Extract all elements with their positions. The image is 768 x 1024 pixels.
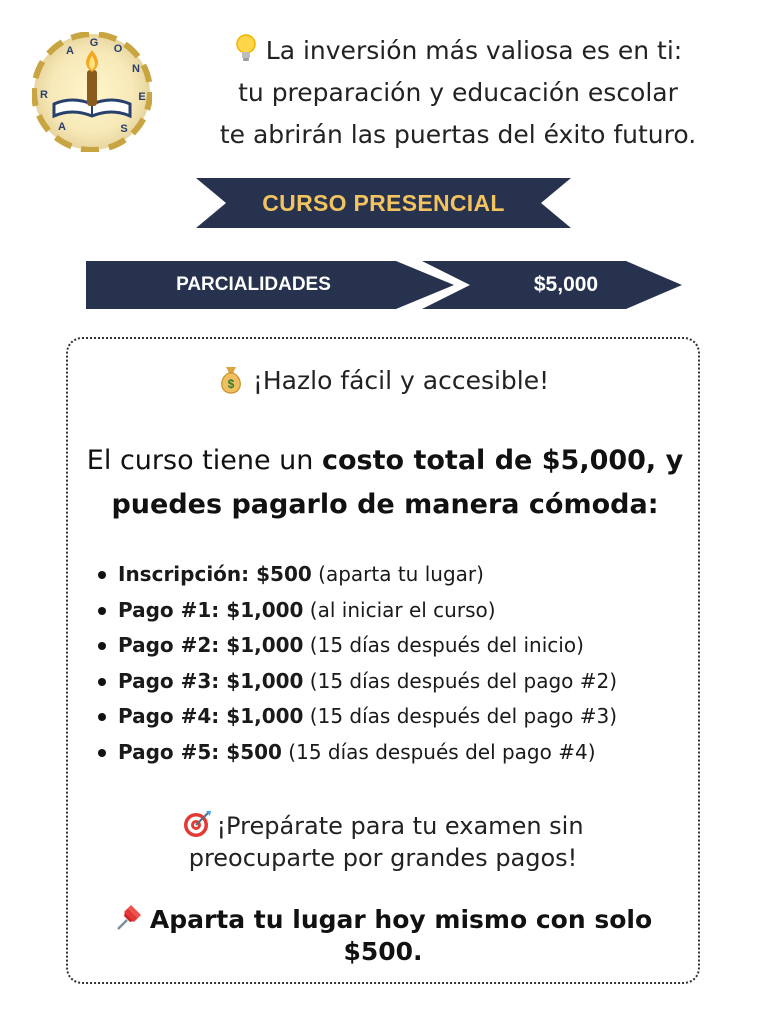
logo-emblem [32,32,152,152]
payment-note: (15 días después del pago #4) [281,739,596,764]
svg-text:O: O [113,43,123,55]
svg-text:R: R [40,89,48,101]
bullet-icon [98,571,106,579]
bullet-icon [98,642,106,650]
payment-label: Inscripción: $500 [118,562,312,586]
cost-text: El curso tiene un [86,445,322,476]
cost-bold-2: puedes pagarlo de manera cómoda: [111,489,659,520]
payment-note: (aparta tu lugar) [311,562,484,586]
payment-info-box [66,337,700,984]
cta-line-2: $500. [343,937,423,966]
headline-line-2: tu preparación y educación escolar [238,78,678,107]
cost-bold-1: costo total de $5,000, y [321,445,684,476]
bullet-icon [98,749,106,757]
course-type-label: CURSO PRESENCIAL [262,189,505,216]
list-item [98,628,617,664]
payment-label: Pago #4: $1,000 [118,704,304,728]
payment-label: Pago #2: $1,000 [118,633,304,657]
payment-note: (15 días después del inicio) [303,633,584,657]
svg-text:E: E [138,91,146,103]
payment-label: Pago #3: $1,000 [118,668,304,693]
prepare-line-1: ¡Prepárate para tu examen sin [216,812,584,840]
list-item [98,699,617,735]
headline [178,30,738,156]
bullet-icon [98,607,106,615]
payment-note: (15 días después del pago #3) [303,704,618,728]
target-icon [182,809,212,839]
prepare-line-2: preocuparte por grandes pagos! [188,844,578,872]
total-cost-statement [78,439,692,527]
course-type-banner [196,178,571,228]
svg-text:G: G [89,37,99,49]
intro-text: ¡Hazlo fácil y accesible! [252,366,550,395]
svg-text:S: S [120,123,128,135]
payment-label: Pago #5: $500 [118,739,282,764]
logo [32,32,152,152]
money-bag-icon [217,363,245,395]
pricing-bar [86,261,682,309]
list-item [98,557,617,593]
payment-schedule-list [98,557,617,770]
headline-line-1 [178,30,738,72]
call-to-action [68,902,698,968]
headline-line-3: te abrirán las puertas del éxito futuro. [219,120,697,149]
list-item [98,735,617,771]
prepare-message [68,809,698,874]
payment-note: (al iniciar el curso) [303,597,496,622]
list-item [98,593,617,629]
svg-text:A: A [58,121,66,133]
installments-label: PARCIALIDADES [176,274,331,295]
headline-text-1: La inversión más valiosa es en ti: [265,36,683,65]
cta-line-1: Aparta tu lugar hoy mismo con solo [149,905,653,934]
pushpin-icon [114,902,144,932]
payment-note: (15 días después del pago #2) [303,668,618,693]
list-item [98,664,617,700]
payment-label: Pago #1: $1,000 [118,597,304,622]
svg-text:$: $ [227,377,235,391]
total-price: $5,000 [533,273,599,296]
intro-line [68,363,698,395]
bullet-icon [98,678,106,686]
bullet-icon [98,713,106,721]
svg-text:N: N [132,63,140,75]
lightbulb-icon [234,33,258,63]
svg-text:A: A [66,45,74,57]
